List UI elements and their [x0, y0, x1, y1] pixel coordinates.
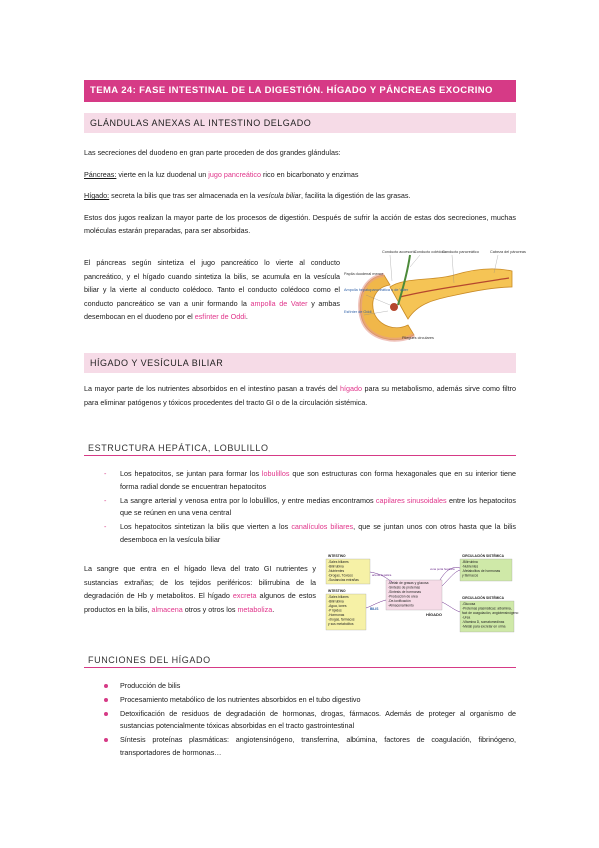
subsection-heading-funciones: FUNCIONES DEL HÍGADO — [84, 652, 516, 668]
item-text: Procesamiento metabólico de los nutrientes absorbidos en el tubo digestivo — [120, 694, 361, 704]
conducts-paragraph — [84, 256, 340, 324]
list-item — [104, 734, 516, 760]
circ-bottom-item: -Glucosa — [462, 602, 476, 606]
higado-item: -Síntesis de hormonas — [388, 590, 421, 594]
intestino-bottom-item: y sus metabolitos — [328, 622, 354, 626]
higado-item: -Síntesis de proteínas — [388, 585, 421, 590]
liver-flow-diagram — [322, 552, 519, 640]
pancreas-text-b: rico en bicarbonato y enzimas — [261, 169, 359, 179]
item-text: que son estructuras con forma hexagonales que en su interior tiene forma radial donde se encuentran hepatocitos — [120, 469, 516, 491]
capilares-highlight: capilares sinusoidales — [375, 495, 447, 505]
arrow-higado-circ-top — [442, 570, 460, 586]
label-ampolla: Ampolla hepatopancreática o de Vater — [344, 288, 409, 292]
ampulla-mark — [390, 303, 398, 311]
intestino-bottom-item: -Bilirrubina — [328, 599, 344, 604]
intestino-bottom-item: -Hormonas — [328, 613, 345, 617]
sangre-paragraph-box — [84, 562, 316, 616]
item-text: Los hepatocitos sintetizan la bilis que vierten a los — [120, 522, 292, 532]
label-conducto-coledoco: Conducto colédoco — [414, 250, 447, 254]
circ-top-item: y fármacos — [462, 573, 479, 578]
sangre-text-c: otros y otros los — [182, 604, 238, 614]
diagram-intestino-bottom: INTESTINO — [328, 589, 346, 593]
pancreas-line — [84, 168, 516, 182]
diagram-bilis: BILIS — [370, 607, 379, 611]
higado-highlight: hígado — [340, 384, 363, 393]
item-text: Los hepatocitos, se juntan para formar los — [120, 469, 262, 478]
subsection-heading-estructura: ESTRUCTURA HEPÁTICA, LOBULILLO — [84, 440, 516, 456]
list-item — [104, 694, 516, 707]
diagram-circ-top: CIRCULACIÓN SISTÉMICA — [462, 554, 504, 558]
list-item — [104, 708, 516, 734]
diagram-arrow-top-label: vena porta hepática — [430, 567, 455, 571]
section2-body — [84, 382, 516, 409]
intestino-top-item: -Sustancias extrañas — [328, 578, 359, 582]
jugo-pancreatico-highlight: jugo pancreático — [208, 169, 262, 179]
label-pliegues: Pliegues circulares — [402, 336, 434, 340]
higado-text-b: , facilita la digestión de las grasas. — [300, 191, 411, 201]
circ-bottom-item: -Urea — [462, 615, 471, 620]
higado-item: -De-toxificación — [388, 599, 411, 603]
diagram-higado: HÍGADO — [426, 612, 442, 617]
ampolla-highlight: ampolla de Vater — [250, 298, 308, 308]
circ-top-item: -Bilirrubina — [462, 560, 478, 564]
circ-top-item: -Metabolitos de hormonas — [462, 569, 501, 573]
sangre-text-a: La sangre que entra en el hígado lleva del trato GI nutrientes y sustancias extrañas; de los tejidos periféricos: bilirrubina de la degradación de Hb y metabolitos. El hígado — [84, 564, 316, 601]
page-title: TEMA 24: FASE INTESTINAL DE LA DIGESTIÓN. HÍGADO Y PÁNCREAS EXOCRINO — [84, 80, 516, 102]
item-text: Detoxificación de residuos de degradación de hormonas, drogas, fármacos. Además de proteger al organismo de sustancias potencialmente tóxicas absorbidas en el tracto gastrointestinal — [120, 708, 516, 731]
higado-label: Hígado: — [84, 191, 110, 201]
higado-item: -Almacenamiento — [388, 603, 414, 608]
almacena-highlight: almacena — [151, 604, 183, 614]
label-esfinter: Esfínter de Oddi — [344, 310, 372, 314]
label-papila: Papila duodenal menor — [344, 272, 384, 276]
estructura-list — [104, 468, 516, 547]
intestino-top-item: -Sales biliares — [328, 560, 349, 564]
section-heading-higado: HÍGADO Y VESÍCULA BILIAR — [84, 353, 516, 373]
sangre-text-d: . — [272, 604, 275, 614]
canaliculos-highlight: canalículos biliares — [291, 522, 354, 532]
esfinter-highlight: esfínter de Oddi — [194, 312, 246, 322]
diagram-intestino-top: INTESTINO — [328, 554, 346, 558]
intestino-top-item: -Nutrientes — [328, 569, 345, 573]
circ-bottom-item: -Metab para excretar en orina — [462, 624, 506, 629]
diagram-arrow-mid-label: arteria hepática — [372, 573, 392, 577]
higado-para-b: para su metabolismo, además sirve como filtro para eliminar patógenos y tóxicos procedentes del tracto GI o de la circulación sistémica. — [84, 384, 516, 407]
item-text: La sangre arterial y venosa entra por lo lobulillos, y entre medias encontramos — [120, 495, 376, 505]
digestion-paragraph: Estos dos jugos realizan la mayor parte de los procesos de digestión. Después de sufrir la acción de estas dos secreciones, muchas moléculas estarán preparadas, para ser absorbidas. — [84, 212, 516, 236]
excreta-highlight: excreta — [232, 591, 257, 601]
intestino-top-item: -Drogas, Tóxicos — [328, 573, 353, 578]
list-item: - La sangre arterial y venosa entra por lo lobulillos, y entre medias encontramos capilares sinusoidales entre los hepatocitos que se reúnen en una vena central — [104, 495, 516, 518]
funciones-list — [104, 680, 516, 760]
item-text: Síntesis proteínas plasmáticas: angiotensinógeno, transferrina, albúmina, factores de coagulación, fibrinógeno, transportadores de hormonas… — [120, 735, 516, 757]
pancreas-text-a: vierte en la luz duodenal un — [116, 169, 209, 179]
intestino-bottom-item: -Sales biliares — [328, 595, 349, 599]
intestino-bottom-item: -drogas, fármacos — [328, 617, 355, 622]
sangre-paragraph — [84, 562, 316, 616]
label-conducto-pancreatico: Conducto pancreático — [442, 250, 479, 254]
higado-text-a: secreta la bilis que tras ser almacenada en la — [109, 191, 258, 201]
circ-top-item: -Nutrientes — [462, 564, 479, 569]
higado-item: -Metab de grasas y glucosa — [388, 581, 429, 585]
conducts-text-a: El páncreas según sintetiza el jugo pancreático lo vierte al conducto pancreático, y el hígado cuando sintetiza la bilis, se acumula en la vesícula biliar y la vierte al conducto colédoco. Tanto el conducto colédoco como el conducto pancreático se van a unir formando la — [84, 258, 340, 308]
higado-line — [84, 189, 516, 203]
higado-para-a: La mayor parte de los nutrientes absorbidos en el intestino pasan a través del — [84, 384, 341, 393]
item-text: , que se juntan unos con otros hasta que la bilis desemboca en la vesícula biliar — [120, 522, 516, 544]
arrow-higado-circ-bottom — [442, 602, 460, 612]
metaboliza-highlight: metaboliza — [237, 604, 273, 614]
intestino-bottom-item: -Agua, iones — [328, 604, 347, 608]
sangre-text-b: algunos de estos productos en la bilis, — [84, 591, 316, 614]
vesicula-italic: vesícula biliar — [257, 191, 301, 201]
intro-paragraph: Las secreciones del duodeno en gran parte proceden de dos grandes glándulas: — [84, 148, 341, 157]
label-cabeza: Cabeza del páncreas — [490, 250, 526, 254]
higado-paragraph — [84, 382, 516, 409]
higado-item: -Producción de urea — [388, 594, 418, 599]
list-item: - Los hepatocitos, se juntan para formar los lobulillos que son estructuras con forma hexagonales que en su interior tiene forma radial donde se encuentran hepatocitos — [104, 469, 516, 491]
pancreas-duodenum-figure — [344, 247, 526, 347]
label-conducto-accesorio: Conducto accesorio — [382, 250, 416, 254]
conducts-text-c: . — [245, 312, 248, 322]
intestino-bottom-item: -P lípidos — [328, 608, 342, 613]
circ-bottom-item: fact de coagulación, angiotensinógeno — [462, 611, 519, 615]
circ-bottom-item: -Proteínas plasmáticas: albúmina, — [462, 606, 512, 611]
circ-bottom-item: -Vitamina D, somatomedinas — [462, 620, 505, 624]
conducts-text-b: y ambas desembocan en el duodeno por el — [84, 298, 340, 322]
conducts-paragraph-box — [84, 256, 340, 324]
pancreas-label: Páncreas: — [84, 169, 117, 179]
intestino-top-item: -Bilirrubina — [328, 564, 344, 569]
diagram-circ-bottom: CIRCULACIÓN SISTÉMICA — [462, 596, 504, 600]
lobulillos-highlight: lobulillos — [261, 469, 290, 478]
item-text: entre los hepatocitos que se reúnen en una vena central — [120, 495, 516, 518]
section1-body — [84, 146, 516, 238]
section-heading-glandulas: GLÁNDULAS ANEXAS AL INTESTINO DELGADO — [84, 113, 516, 133]
list-item — [104, 680, 516, 693]
list-item: - Los hepatocitos sintetizan la bilis que vierten a los canalículos biliares, que se juntan unos con otros hasta que la bilis desemboca en la vesícula biliar — [104, 522, 516, 544]
item-text: Producción de bilis — [120, 681, 181, 690]
